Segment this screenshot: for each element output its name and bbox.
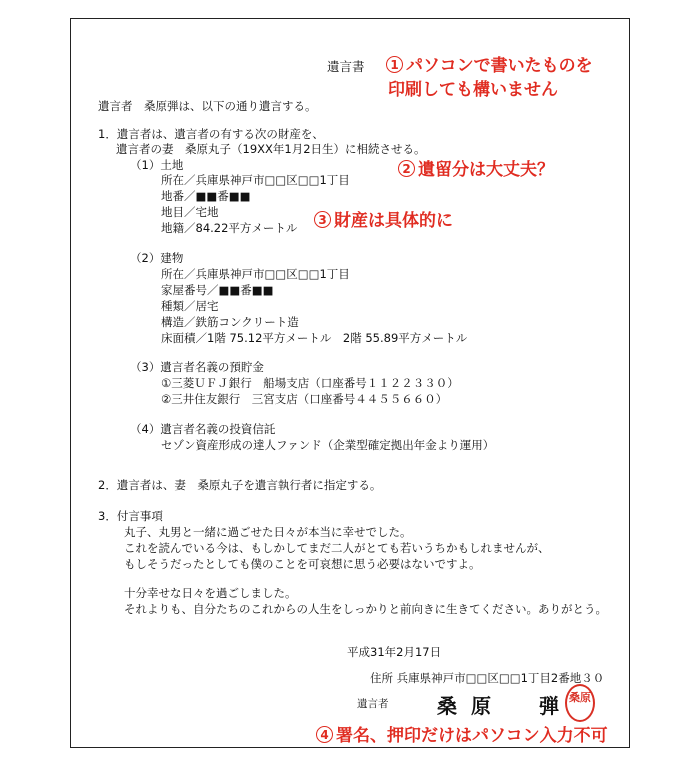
signer-address: 住所 兵庫県神戸市□□区□□1丁目2番地３０ [370, 671, 605, 685]
deposit-item-2: ②三井住友銀行 三宮支店（口座番号４４５５６６０） [161, 392, 448, 406]
handwritten-signature: 桑原 弾 [437, 694, 573, 718]
section3-heading: 3．付言事項 [98, 509, 163, 523]
land-heading: （1）土地 [130, 158, 184, 172]
remark-line-2: これを読んでいる今は、もしかしてまだ二人がとても若いうちかもしれませんが、 [124, 541, 550, 555]
building-structure: 構造／鉄筋コンクリート造 [161, 315, 299, 329]
building-heading: （2）建物 [130, 251, 184, 265]
land-area: 地籍／84.22平方メートル [161, 221, 298, 235]
remark-line-1: 丸子、丸男と一緒に過ごせた日々が本当に幸せでした。 [124, 525, 412, 539]
trust-item-1: セゾン資産形成の達人ファンド（企業型確定拠出年金より運用） [161, 438, 495, 452]
building-house-no: 家屋番号／■■番■■ [161, 283, 274, 297]
building-floor-area: 床面積／1階 75.12平方メートル 2階 55.89平方メートル [161, 331, 468, 345]
remark-line-5: それよりも、自分たちのこれからの人生をしっかりと前向きに生きてください。ありがとう。 [124, 602, 607, 616]
remark-line-4: 十分幸せな日々を過ごしました。 [124, 586, 297, 600]
land-lot: 地番／■■番■■ [161, 189, 251, 203]
annotation-1-line-2: 印刷しても構いません [388, 80, 558, 100]
annotation-1-line-1: 1 パソコンで書いたものを [386, 55, 593, 77]
annotation-4: 4 署名、押印だけはパソコン入力不可 [316, 725, 608, 747]
building-kind: 種類／居宅 [161, 299, 219, 313]
annotation-3: 3 財産は具体的に [314, 210, 453, 232]
deposit-item-1: ①三菱ＵＦＪ銀行 船場支店（口座番号１１２２３３０） [161, 376, 459, 390]
section1-line2: 遺言者の妻 桑原丸子（19XX年1月2日生）に相続させる。 [116, 142, 426, 156]
section1-line1: 1．遺言者は、遺言者の有する次の財産を、 [98, 127, 324, 141]
document-date: 平成31年2月17日 [347, 645, 442, 659]
document-title: 遺言書 [327, 59, 365, 74]
annotation-2: 2 遺留分は大丈夫？ [398, 159, 554, 181]
deposits-heading: （3）遺言者名義の預貯金 [130, 360, 264, 374]
remark-line-3: もしそうだったとしても僕のことを可哀想に思う必要はないですよ。 [124, 557, 481, 571]
land-location: 所在／兵庫県神戸市□□区□□1丁目 [161, 173, 350, 187]
seal-stamp: 桑原 [565, 684, 595, 722]
building-location: 所在／兵庫県神戸市□□区□□1丁目 [161, 267, 350, 281]
intro-text: 遺言者 桑原弾は、以下の通り遺言する。 [98, 99, 317, 113]
section2-text: 2．遺言者は、妻 桑原丸子を遺言執行者に指定する。 [98, 478, 382, 492]
trust-heading: （4）遺言者名義の投資信託 [130, 422, 276, 436]
land-category: 地目／宅地 [161, 205, 219, 219]
signer-label: 遺言者 [357, 698, 389, 710]
